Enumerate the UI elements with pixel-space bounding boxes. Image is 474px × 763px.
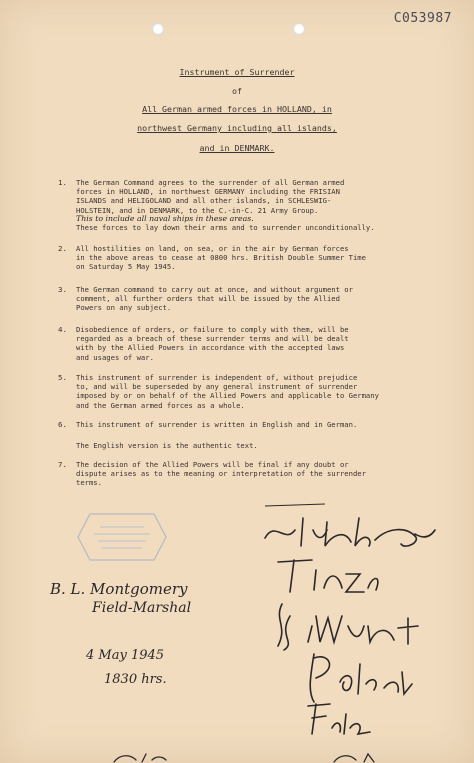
signature-fragment bbox=[330, 752, 390, 763]
signature-kinzel bbox=[272, 552, 382, 602]
signature-friedel bbox=[300, 700, 380, 740]
signatory-rank: Field-Marshal bbox=[92, 600, 192, 616]
punch-hole bbox=[293, 23, 305, 35]
signature-montgomery: B. L. Montgomery bbox=[50, 580, 188, 598]
reference-number: C053987 bbox=[393, 11, 452, 26]
handwritten-insert: This to include all naval ships in these areas. bbox=[76, 214, 254, 223]
clause-note: The English version is the authentic text. bbox=[76, 441, 258, 450]
clause-text: The decision of the Allied Powers will be final if any doubt or dispute arises as to the meaning or interpretation of the surrender terms. bbox=[76, 460, 366, 488]
signature-friedeburg bbox=[255, 500, 445, 560]
signature-poleck bbox=[300, 648, 420, 708]
punch-hole bbox=[152, 23, 164, 35]
title-line: and in DENMARK. bbox=[199, 143, 275, 153]
signature-wagner bbox=[268, 596, 438, 656]
document-title: Instrument of Surrender bbox=[179, 67, 295, 77]
clause-text: This instrument of surrender is independent of, without prejudice to, and will be superseded by any general instrument of surrender imposed by or on behalf of the Allied Powers and applicable to Germany and the German armed forces as a whole. bbox=[76, 373, 379, 410]
clause-number: 5. bbox=[58, 373, 67, 382]
clause-number: 6. bbox=[58, 420, 67, 429]
title-line: All German armed forces in HOLLAND, in bbox=[142, 104, 332, 114]
ink-stamp bbox=[76, 512, 168, 562]
clause-text: The German Command agrees to the surrender of all German armed forces in HOLLAND, in northwest GERMANY including the FRISIAN ISLANDS and HELIGOLAND and all other islands, in SCHLESWIG- HOLSTEIN, and in DENMARK, to the C.-in-C. 21 Army Group. bbox=[76, 178, 345, 215]
clause-number: 4. bbox=[58, 325, 67, 334]
clause-number: 3. bbox=[58, 285, 67, 294]
clause-number: 2. bbox=[58, 244, 67, 253]
clause-continuation: These forces to lay down their arms and to surrender unconditionally. bbox=[76, 223, 375, 232]
clause-number: 7. bbox=[58, 460, 67, 469]
title-line: northwest Germany including all islands, bbox=[137, 123, 337, 133]
handwritten-time: 1830 hrs. bbox=[104, 672, 167, 687]
clause-number: 1. bbox=[58, 178, 67, 187]
signature-fragment bbox=[110, 752, 170, 763]
clause-text: All hostilities on land, on sea, or in the air by German forces in the above areas to cease at 0800 hrs. British Double Summer Time on Saturday 5 May 1945. bbox=[76, 244, 366, 272]
clause-text: Disobedience of orders, or failure to comply with them, will be regarded as a breach of these surrender terms and will be dealt with by the Allied Powers in accordance with the accepted laws and usages of war. bbox=[76, 325, 349, 362]
clause-text: The German command to carry out at once, and without argument or comment, all further orders that will be issued by the Allied Powers on any subject. bbox=[76, 285, 353, 313]
clause-text: This instrument of surrender is written in English and in German. bbox=[76, 420, 358, 429]
title-of: of bbox=[232, 86, 242, 96]
handwritten-date: 4 May 1945 bbox=[86, 648, 165, 663]
